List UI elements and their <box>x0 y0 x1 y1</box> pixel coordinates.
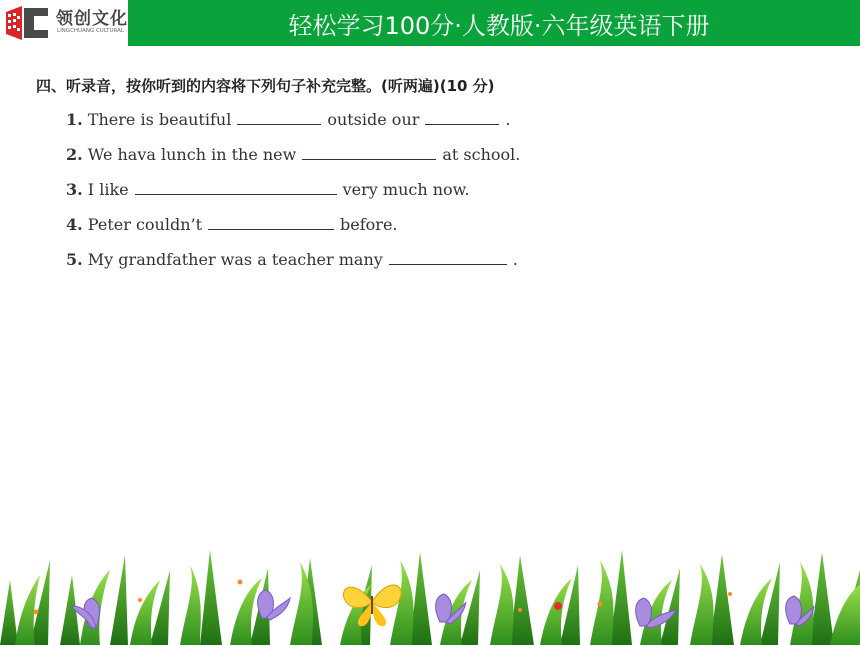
question-1 <box>66 110 510 129</box>
question-text: Peter couldn’t <box>87 215 203 234</box>
question-text: I like <box>87 180 129 199</box>
question-text: There is beautiful <box>87 110 232 129</box>
grass-flowers-decoration <box>0 540 860 645</box>
page-title: 轻松学习100分·人教版·六年级英语下册 <box>288 11 710 40</box>
question-number: 3. <box>66 180 83 199</box>
section-heading: 四、听录音，按你听到的内容将下列句子补充完整。(听两遍)(10 分) <box>36 77 495 95</box>
logo-chinese-text: 领创文化 <box>56 9 128 29</box>
answer-blank[interactable] <box>389 250 507 265</box>
answer-blank[interactable] <box>135 180 337 195</box>
question-number: 5. <box>66 250 83 269</box>
question-number: 4. <box>66 215 83 234</box>
answer-blank[interactable] <box>302 145 436 160</box>
question-text: My grandfather was a teacher many <box>87 250 383 269</box>
question-4 <box>66 215 398 234</box>
question-text: . <box>512 250 518 269</box>
question-text: before. <box>340 215 398 234</box>
question-text: at school. <box>442 145 521 164</box>
logo <box>0 0 128 46</box>
title-banner <box>128 0 860 46</box>
header-bar <box>0 0 860 46</box>
question-text: very much now. <box>342 180 470 199</box>
question-2 <box>66 145 520 164</box>
answer-blank[interactable] <box>237 110 321 125</box>
answer-blank[interactable] <box>208 215 334 230</box>
logo-english-text: LINGCHUANG CULTURAL <box>57 28 124 34</box>
question-number: 1. <box>66 110 83 129</box>
lingchuang-logo-icon <box>4 4 50 42</box>
question-text: outside our <box>327 110 420 129</box>
question-text: . <box>505 110 511 129</box>
question-3 <box>66 180 470 199</box>
question-5 <box>66 250 518 269</box>
answer-blank[interactable] <box>425 110 499 125</box>
question-text: We hava lunch in the new <box>87 145 297 164</box>
question-number: 2. <box>66 145 83 164</box>
